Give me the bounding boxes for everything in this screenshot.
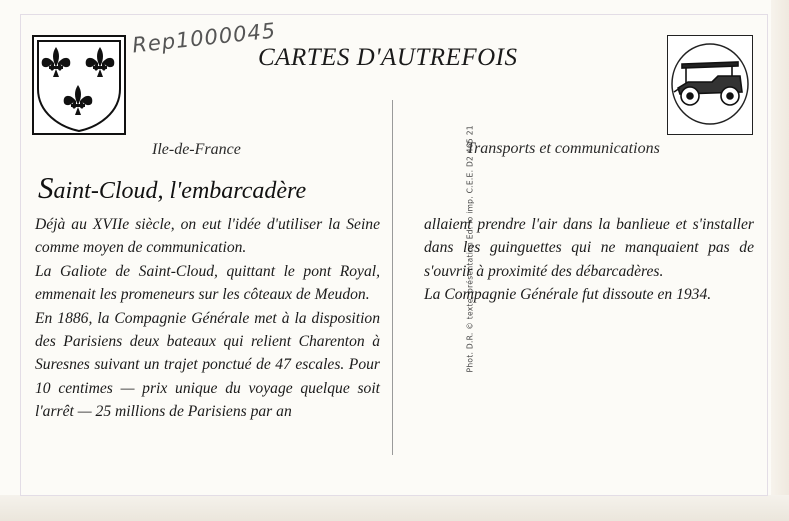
fleur-de-lis-shield-icon [32, 35, 126, 135]
paragraph: La Galiote de Saint-Cloud, quittant le pont Royal, emmenait les promeneurs sur les côteaux de Meudon. [35, 262, 380, 304]
place-title [38, 170, 306, 206]
region-label: Ile-de-France [152, 141, 241, 158]
left-text-column [35, 213, 380, 424]
right-text-column [424, 213, 754, 307]
vertical-credit: Phot. D.R. © texte, présentation Ed. lo imp. C.E.E. D2 465 21 [465, 125, 475, 373]
column-divider [392, 100, 393, 455]
vintage-car-icon [667, 35, 753, 135]
paragraph: En 1886, la Compagnie Générale met à la disposition des Parisiens deux bateaux qui relient Charenton à Suresnes suivant un trajet ponctué de 47 escales. Pour 10 centimes — prix unique du voyage quelque soit l'arrêt — 25 millions de Parisiens par an [35, 309, 380, 421]
paragraph: allaient prendre l'air dans la banlieue et s'installer dans les guinguettes qui ne manquaient pas de s'ouvrir à proximité des débarcadères. [424, 216, 754, 280]
card-edge-bottom [0, 495, 789, 521]
paragraph: La Compagnie Générale fut dissoute en 1934. [424, 286, 712, 304]
place-title-initial: S [38, 170, 54, 205]
category-label: Transports et communications [466, 140, 660, 157]
handwritten-reference: Rep1000045 [131, 18, 278, 58]
series-title: CARTES D'AUTREFOIS [258, 44, 518, 71]
card-edge-right [771, 0, 789, 521]
place-title-rest: aint-Cloud, l'embarcadère [53, 178, 307, 204]
paragraph: Déjà au XVIIe siècle, on eut l'idée d'utiliser la Seine comme moyen de communication. [35, 216, 380, 257]
